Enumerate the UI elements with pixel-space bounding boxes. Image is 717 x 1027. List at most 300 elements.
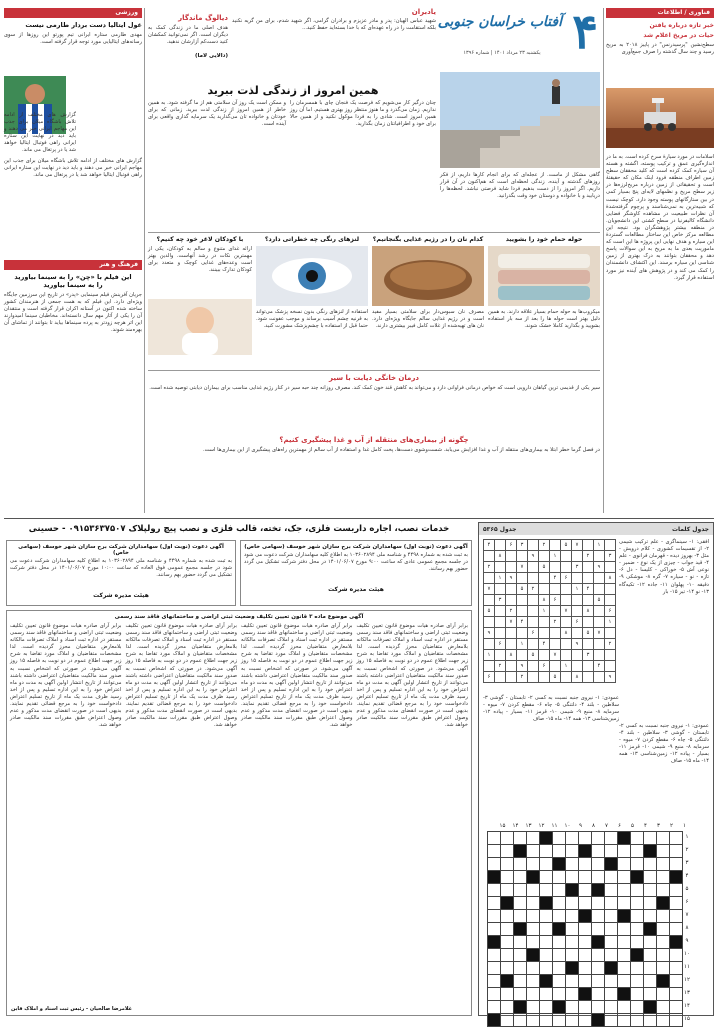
crossword-cell[interactable] xyxy=(644,871,657,884)
crossword-cell[interactable] xyxy=(657,949,670,962)
crossword-cell[interactable] xyxy=(527,923,540,936)
crossword-column-number: ۷ xyxy=(605,823,608,829)
crossword-row-number: ۵ xyxy=(685,886,689,892)
crossword-cell[interactable] xyxy=(670,884,683,897)
crossword-cell[interactable] xyxy=(670,936,683,949)
sudoku-cell: ۵ xyxy=(594,595,605,606)
crossword-cell[interactable] xyxy=(631,884,644,897)
sudoku-cell xyxy=(605,628,616,639)
crossword-cell[interactable] xyxy=(488,949,501,962)
crossword-cell[interactable] xyxy=(566,962,579,975)
crossword-cell[interactable] xyxy=(670,975,683,988)
crossword-cell[interactable] xyxy=(579,871,592,884)
sudoku-cell xyxy=(495,650,506,661)
crossword-cell[interactable] xyxy=(592,962,605,975)
crossword-cell[interactable] xyxy=(514,936,527,949)
crossword-cell[interactable] xyxy=(644,1014,657,1027)
crossword-cell[interactable] xyxy=(488,897,501,910)
crossword-cell[interactable] xyxy=(566,871,579,884)
crossword-cell[interactable] xyxy=(566,988,579,1001)
crossword-cell[interactable] xyxy=(566,975,579,988)
crossword-cell[interactable] xyxy=(488,962,501,975)
sudoku-cell: ۳ xyxy=(517,540,528,551)
crossword-cell[interactable] xyxy=(605,832,618,845)
crossword-cell[interactable] xyxy=(657,975,670,988)
crossword-cell[interactable] xyxy=(501,962,514,975)
crossword-cell[interactable] xyxy=(592,871,605,884)
crossword-cell[interactable] xyxy=(553,858,566,871)
crossword-cell[interactable] xyxy=(514,871,527,884)
crossword-cell[interactable] xyxy=(670,962,683,975)
crossword-cell[interactable] xyxy=(501,897,514,910)
crossword-cell[interactable] xyxy=(553,845,566,858)
crossword-clues-down: عمودی: ۱- نیروی جنبه نسبت به کسی ۲- تابستان - گوشی ۳- سلاطین - بلند ۴- دلتنگی ۵- چاه ۶- مقطع کردن ۷- میوه - سرمایه ۸- منبع ۹- شیمی ۱۰- قرمز ۱۱- بسیار - پیاده ۱۲- زمین‌شناسی ۱۳- همه ۱۴- ماه ۱۵- صاف xyxy=(483,695,620,723)
crossword-cell[interactable] xyxy=(644,962,657,975)
sudoku-cell xyxy=(572,650,583,661)
crossword-cell[interactable] xyxy=(631,1001,644,1014)
crossword-cell[interactable] xyxy=(527,936,540,949)
crossword-cell[interactable] xyxy=(592,923,605,936)
crossword-cell[interactable] xyxy=(605,871,618,884)
sudoku-cell: ۸ xyxy=(605,573,616,584)
crossword-cell[interactable] xyxy=(592,858,605,871)
crossword-cell[interactable] xyxy=(488,975,501,988)
crossword-cell[interactable] xyxy=(514,845,527,858)
sudoku-cell: ۸ xyxy=(495,551,506,562)
crossword-cell[interactable] xyxy=(514,975,527,988)
sudoku-cell xyxy=(539,628,550,639)
crossword-cell[interactable] xyxy=(631,832,644,845)
sudoku-cell xyxy=(561,562,572,573)
sudoku-cell xyxy=(528,672,539,683)
crossword-cell[interactable] xyxy=(514,897,527,910)
crossword-cell[interactable] xyxy=(501,936,514,949)
crossword-cell[interactable] xyxy=(501,871,514,884)
crossword-cell[interactable] xyxy=(657,1014,670,1027)
crossword-cell[interactable] xyxy=(605,975,618,988)
sudoku-cell: ۲ xyxy=(539,540,550,551)
crossword-cell[interactable] xyxy=(618,949,631,962)
sudoku-cell xyxy=(583,573,594,584)
crossword-cell[interactable] xyxy=(631,949,644,962)
crossword-cell[interactable] xyxy=(488,832,501,845)
sudoku-cell xyxy=(572,661,583,672)
crossword-cell[interactable] xyxy=(553,871,566,884)
crossword-cell[interactable] xyxy=(540,949,553,962)
sudoku-cell xyxy=(561,650,572,661)
crossword-cell[interactable] xyxy=(501,1001,514,1014)
crossword-cell[interactable] xyxy=(592,1001,605,1014)
crossword-cell[interactable] xyxy=(605,949,618,962)
crossword-cell[interactable] xyxy=(618,962,631,975)
crossword-cell[interactable] xyxy=(605,845,618,858)
sudoku-cell xyxy=(550,606,561,617)
crossword-cell[interactable] xyxy=(605,897,618,910)
crossword-cell[interactable] xyxy=(553,832,566,845)
crossword-cell[interactable] xyxy=(605,1014,618,1027)
crossword-cell[interactable] xyxy=(657,988,670,1001)
crossword-cell[interactable] xyxy=(631,962,644,975)
crossword-cell[interactable] xyxy=(566,1014,579,1027)
crossword-cell[interactable] xyxy=(631,1014,644,1027)
crossword-cell[interactable] xyxy=(670,858,683,871)
crossword-cell[interactable] xyxy=(657,871,670,884)
crossword-cell[interactable] xyxy=(553,1001,566,1014)
crossword-cell[interactable] xyxy=(514,832,527,845)
crossword-row-number: ۶ xyxy=(685,899,689,905)
crossword-cell[interactable] xyxy=(631,845,644,858)
crossword-cell[interactable] xyxy=(566,1001,579,1014)
crossword-cell[interactable] xyxy=(566,949,579,962)
crossword-cell[interactable] xyxy=(514,910,527,923)
crossword-cell[interactable] xyxy=(553,962,566,975)
crossword-cell[interactable] xyxy=(514,1001,527,1014)
crossword-cell[interactable] xyxy=(657,936,670,949)
crossword-cell[interactable] xyxy=(644,832,657,845)
crossword-cell[interactable] xyxy=(644,923,657,936)
sport-tag: ورزشی xyxy=(4,8,142,18)
crossword-clues-across: افقی: ۱- سینماگری - علم ترکیب شیمی ۲- از تقسیمات کشوری - کلام درویش - مثل ۳- بهروز دیده - قهرمان فرانوی - علم ۴- قید جواب - چیزی از یک نوع - ضمیر - نوعی آش ۵- خوراکی - کلیسا - دل ۶- تازه - نو - سیاره ۷- گره ۸- موشکی ۹- دقیقه ۱۰- پهلوان ۱۱- جاده ۱۲- تکیه‌گاه ۱۳- نو ۱۴- تیر ۱۵- بار xyxy=(619,539,710,595)
crossword-cell[interactable] xyxy=(553,988,566,1001)
crossword-cell[interactable] xyxy=(540,923,553,936)
sudoku-cell xyxy=(583,639,594,650)
crossword-cell[interactable] xyxy=(618,988,631,1001)
crossword-cell[interactable] xyxy=(553,975,566,988)
crossword-cell[interactable] xyxy=(527,897,540,910)
crossword-cell[interactable] xyxy=(670,1014,683,1027)
registry-signature: غلامرضا صالحیان - رئیس ثبت اسناد و املاک قاین xyxy=(11,1006,133,1012)
crossword-cell[interactable] xyxy=(488,923,501,936)
sudoku-cell xyxy=(572,551,583,562)
crossword-cell[interactable] xyxy=(618,923,631,936)
crossword-cell[interactable] xyxy=(618,936,631,949)
crossword-cell[interactable] xyxy=(644,936,657,949)
crossword-cell[interactable] xyxy=(527,962,540,975)
crossword-cell[interactable] xyxy=(488,936,501,949)
crossword-cell[interactable] xyxy=(514,962,527,975)
sudoku-cell: ۴ xyxy=(484,540,495,551)
crossword-cell[interactable] xyxy=(579,858,592,871)
crossword-cell[interactable] xyxy=(592,949,605,962)
crossword-cell[interactable] xyxy=(657,1001,670,1014)
crossword-cell[interactable] xyxy=(501,884,514,897)
crossword-cell[interactable] xyxy=(631,923,644,936)
registry-body-col4: برابر آرای صادره هیات موضوع قانون تعیین تکلیف وضعیت ثبتی اراضی و ساختمانهای فاقد سند رسمی مستقر در اداره ثبت اسناد و املاک تصرفات مالکانه بلامعارض متقاضیان محرز گردیده است. لذا مشخصات متقاضیان و املاک مورد تقاضا به شرح زیر جهت اطلاع عموم در دو نوبت به فاصله ۱۵ روز آگهی می‌شود. در صورتی که اشخاص نسبت به صدور سند مالکیت متقاضیان اعتراضی داشته باشند می‌توانند از تاریخ انتشار اولین آگهی به مدت دو ماه اعتراض خود را به این اداره تسلیم و پس از اخذ رسید ظرف مدت یک ماه از تاریخ تسلیم اعتراض دادخواست خود را به مرجع قضائی تقدیم نمایند. بدیهی است در صورت انقضای مدت مذکور و عدم وصول اعتراض طبق مقررات سند مالکیت صادر خواهد شد. xyxy=(10,623,122,729)
crossword-cell[interactable] xyxy=(605,910,618,923)
crossword-cell[interactable] xyxy=(631,897,644,910)
crossword-cell[interactable] xyxy=(501,975,514,988)
crossword-cell[interactable] xyxy=(644,975,657,988)
crossword-cell[interactable] xyxy=(488,988,501,1001)
memorial-intro: شهید عباس الهیان: پدر و مادر عزیزم و برادران گرامی، اگر شهید شدم، برای من گریه نکنید بلکه استقامت را در راه عهده‌ای که با خدا بسته‌اید حفظ کنید... xyxy=(232,18,436,32)
crossword-cell[interactable] xyxy=(631,858,644,871)
sudoku-cell xyxy=(594,551,605,562)
sudoku-cell xyxy=(484,617,495,628)
crossword-cell[interactable] xyxy=(670,949,683,962)
crossword-cell[interactable] xyxy=(527,975,540,988)
crossword-cell[interactable] xyxy=(501,910,514,923)
crossword-cell[interactable] xyxy=(631,871,644,884)
crossword-cell[interactable] xyxy=(670,1001,683,1014)
crossword-cell[interactable] xyxy=(592,1014,605,1027)
crossword-cell[interactable] xyxy=(605,884,618,897)
crossword-cell[interactable] xyxy=(644,949,657,962)
crossword-cell[interactable] xyxy=(618,975,631,988)
crossword-cell[interactable] xyxy=(540,884,553,897)
crossword-cell[interactable] xyxy=(631,975,644,988)
crossword-cell[interactable] xyxy=(618,845,631,858)
crossword-cell[interactable] xyxy=(592,975,605,988)
crossword-cell[interactable] xyxy=(670,871,683,884)
crossword-cell[interactable] xyxy=(566,858,579,871)
sudoku-cell xyxy=(572,606,583,617)
registry-notice xyxy=(6,610,472,1016)
crossword-cell[interactable] xyxy=(566,884,579,897)
crossword-cell[interactable] xyxy=(644,897,657,910)
crossword-cell[interactable] xyxy=(514,923,527,936)
crossword-cell[interactable] xyxy=(579,936,592,949)
crossword-cell[interactable] xyxy=(644,845,657,858)
crossword-cell[interactable] xyxy=(566,845,579,858)
crossword-cell[interactable] xyxy=(579,897,592,910)
crossword-cell[interactable] xyxy=(592,845,605,858)
crossword-cell[interactable] xyxy=(592,832,605,845)
crossword-cell[interactable] xyxy=(579,962,592,975)
sudoku-cell xyxy=(517,628,528,639)
crossword-box xyxy=(478,522,714,1022)
story-kids xyxy=(148,236,252,366)
crossword-cell[interactable] xyxy=(657,884,670,897)
crossword-cell[interactable] xyxy=(592,884,605,897)
crossword-cell[interactable] xyxy=(592,897,605,910)
crossword-cell[interactable] xyxy=(540,845,553,858)
crossword-cell[interactable] xyxy=(501,858,514,871)
crossword-row-numbers xyxy=(683,831,691,1027)
crossword-cell[interactable] xyxy=(579,975,592,988)
crossword-cell[interactable] xyxy=(527,845,540,858)
crossword-cell[interactable] xyxy=(514,988,527,1001)
crossword-cell[interactable] xyxy=(631,936,644,949)
crossword-cell[interactable] xyxy=(553,897,566,910)
sudoku-cell xyxy=(506,672,517,683)
crossword-cell[interactable] xyxy=(540,910,553,923)
crossword-cell[interactable] xyxy=(501,949,514,962)
crossword-cell[interactable] xyxy=(618,1014,631,1027)
sudoku-cell: ۶ xyxy=(484,672,495,683)
crossword-cell[interactable] xyxy=(579,845,592,858)
crossword-cell[interactable] xyxy=(670,897,683,910)
crossword-cell[interactable] xyxy=(540,897,553,910)
crossword-cell[interactable] xyxy=(618,832,631,845)
sudoku-cell: ۹ xyxy=(605,672,616,683)
crossword-cell[interactable] xyxy=(631,988,644,1001)
crossword-cell[interactable] xyxy=(657,832,670,845)
crossword-cell[interactable] xyxy=(540,988,553,1001)
crossword-cell[interactable] xyxy=(514,858,527,871)
crossword-cell[interactable] xyxy=(514,884,527,897)
sudoku-cell: ۳ xyxy=(605,551,616,562)
crossword-cell[interactable] xyxy=(501,845,514,858)
story-towel xyxy=(488,236,600,366)
crossword-cell[interactable] xyxy=(488,871,501,884)
crossword-cell[interactable] xyxy=(657,962,670,975)
crossword-cell[interactable] xyxy=(540,1001,553,1014)
crossword-cell[interactable] xyxy=(644,910,657,923)
crossword-cell[interactable] xyxy=(670,988,683,1001)
crossword-cell[interactable] xyxy=(592,988,605,1001)
crossword-cell[interactable] xyxy=(540,858,553,871)
crossword-cell[interactable] xyxy=(670,910,683,923)
memorial-box xyxy=(232,8,436,68)
crossword-cell[interactable] xyxy=(540,975,553,988)
sudoku-cell xyxy=(539,584,550,595)
culture-headline-2: را به سینما بیاورید xyxy=(43,281,103,289)
crossword-cell[interactable] xyxy=(553,884,566,897)
crossword-cell[interactable] xyxy=(553,910,566,923)
crossword-cell[interactable] xyxy=(579,832,592,845)
sudoku-cell: ۳ xyxy=(495,595,506,606)
crossword-cell[interactable] xyxy=(657,858,670,871)
sudoku-cell xyxy=(528,573,539,584)
crossword-cell[interactable] xyxy=(553,1014,566,1027)
crossword-cell[interactable] xyxy=(527,858,540,871)
crossword-cell[interactable] xyxy=(527,871,540,884)
crossword-cell[interactable] xyxy=(644,988,657,1001)
sudoku-cell xyxy=(605,661,616,672)
crossword-cell[interactable] xyxy=(631,910,644,923)
story-lens-body: استفاده از لنزهای رنگی بدون نسخه پزشک می‌تواند به قرنیه چشم آسیب برساند و موجب عفونت شود. حتما قبل از استفاده با چشم‌پزشک مشورت کنید. xyxy=(256,309,368,330)
crossword-column-numbers xyxy=(487,823,691,831)
crossword-cell[interactable] xyxy=(605,858,618,871)
crossword-cell[interactable] xyxy=(540,1014,553,1027)
newspaper-logo: آفتاب خراسان جنوبی xyxy=(437,14,562,30)
tech-headline-2: حیات در مریخ اعلام شد xyxy=(643,32,714,39)
crossword-cell[interactable] xyxy=(605,962,618,975)
crossword-cell[interactable] xyxy=(527,910,540,923)
crossword-cell[interactable] xyxy=(579,949,592,962)
sport-lead: مهدی طارمی ستاره ایرانی تیم پورتو این روزها از سوی رسانه‌های ایتالیایی مورد توجه قرار گرفته است. xyxy=(4,32,142,46)
crossword-cell[interactable] xyxy=(592,910,605,923)
crossword-cell[interactable] xyxy=(488,884,501,897)
crossword-row-number: ۱۴ xyxy=(684,1003,690,1009)
crossword-column-number: ۱۵ xyxy=(499,823,506,829)
crossword-row-number: ۱۳ xyxy=(684,990,690,996)
crossword-cell[interactable] xyxy=(566,923,579,936)
crossword-cell[interactable] xyxy=(527,1014,540,1027)
crossword-cell[interactable] xyxy=(605,988,618,1001)
crossword-cell[interactable] xyxy=(488,845,501,858)
crossword-cell[interactable] xyxy=(618,858,631,871)
memorial-kicker: یادبران xyxy=(411,8,436,16)
crossword-cell[interactable] xyxy=(657,897,670,910)
sudoku-cell: ۱ xyxy=(495,573,506,584)
sudoku-cell: ۸ xyxy=(583,606,594,617)
crossword-cell[interactable] xyxy=(618,871,631,884)
crossword-cell[interactable] xyxy=(644,858,657,871)
crossword-cell[interactable] xyxy=(566,936,579,949)
sudoku-cell xyxy=(550,540,561,551)
crossword-cell[interactable] xyxy=(553,949,566,962)
crossword-cell[interactable] xyxy=(670,923,683,936)
crossword-cell[interactable] xyxy=(605,936,618,949)
crossword-cell[interactable] xyxy=(553,923,566,936)
crossword-cell[interactable] xyxy=(592,936,605,949)
crossword-cell[interactable] xyxy=(579,1001,592,1014)
crossword-cell[interactable] xyxy=(657,845,670,858)
crossword-cell[interactable] xyxy=(579,923,592,936)
crossword-cell[interactable] xyxy=(540,832,553,845)
crossword-cell[interactable] xyxy=(670,845,683,858)
crossword-cell[interactable] xyxy=(566,897,579,910)
dialog-quote: هدف اصلی ما در زندگی کمک به دیگران است. اگر نمی‌توانید کمکشان کنید دست‌کم آزارشان ندهید. xyxy=(148,25,228,46)
crossword-cell[interactable] xyxy=(579,1014,592,1027)
crossword-cell[interactable] xyxy=(670,832,683,845)
crossword-cell[interactable] xyxy=(579,884,592,897)
crossword-cell[interactable] xyxy=(618,897,631,910)
sudoku-cell xyxy=(506,562,517,573)
sudoku-cell: ۵ xyxy=(550,672,561,683)
crossword-cell[interactable] xyxy=(618,884,631,897)
sudoku-cell xyxy=(528,606,539,617)
crossword-cell[interactable] xyxy=(488,858,501,871)
crossword-cell[interactable] xyxy=(488,1014,501,1027)
summer-body: در فصل گرما خطر ابتلا به بیماری‌های منتقله از آب و غذا افزایش می‌یابد. شست‌وشوی دست‌ها، پخت کامل غذا و استفاده از آب سالم از مهمترین راه‌های پیشگیری از این بیماری‌ها است. xyxy=(202,447,600,453)
crossword-cell[interactable] xyxy=(579,910,592,923)
crossword-cell[interactable] xyxy=(540,871,553,884)
crossword-cell[interactable] xyxy=(514,949,527,962)
crossword-cell[interactable] xyxy=(657,923,670,936)
crossword-column-number: ۵ xyxy=(631,823,634,829)
crossword-cell[interactable] xyxy=(488,910,501,923)
crossword-cell[interactable] xyxy=(644,884,657,897)
crossword-cell[interactable] xyxy=(540,962,553,975)
crossword-cell[interactable] xyxy=(657,910,670,923)
crossword-cell[interactable] xyxy=(566,832,579,845)
sudoku-cell xyxy=(605,584,616,595)
crossword-cell[interactable] xyxy=(579,988,592,1001)
crossword-cell[interactable] xyxy=(605,923,618,936)
crossword-cell[interactable] xyxy=(553,936,566,949)
crossword-cell[interactable] xyxy=(527,988,540,1001)
crossword-cell[interactable] xyxy=(488,1001,501,1014)
sudoku-cell: ۴ xyxy=(550,573,561,584)
crossword-cell[interactable] xyxy=(501,832,514,845)
crossword-cell[interactable] xyxy=(618,1001,631,1014)
sudoku-cell: ۸ xyxy=(572,672,583,683)
crossword-column-number: ۱۴ xyxy=(512,823,519,829)
sudoku-cell: ۲ xyxy=(517,672,528,683)
sudoku-cell xyxy=(528,617,539,628)
crossword-cell[interactable] xyxy=(501,1014,514,1027)
crossword-cell[interactable] xyxy=(527,832,540,845)
crossword-cell[interactable] xyxy=(566,910,579,923)
crossword-cell[interactable] xyxy=(514,1014,527,1027)
crossword-cell[interactable] xyxy=(527,884,540,897)
crossword-cell[interactable] xyxy=(527,949,540,962)
crossword-cell[interactable] xyxy=(540,936,553,949)
sudoku-cell: ۲ xyxy=(506,606,517,617)
lead-photo-stairs xyxy=(440,72,600,168)
crossword-cell[interactable] xyxy=(501,988,514,1001)
crossword-row-number: ۲ xyxy=(685,847,689,853)
crossword-cell[interactable] xyxy=(644,1001,657,1014)
sudoku-cell xyxy=(583,595,594,606)
crossword-cell[interactable] xyxy=(501,923,514,936)
crossword-cell[interactable] xyxy=(527,1001,540,1014)
crossword-cell[interactable] xyxy=(605,1001,618,1014)
sudoku-cell: ۵ xyxy=(484,606,495,617)
crossword-cell[interactable] xyxy=(618,910,631,923)
